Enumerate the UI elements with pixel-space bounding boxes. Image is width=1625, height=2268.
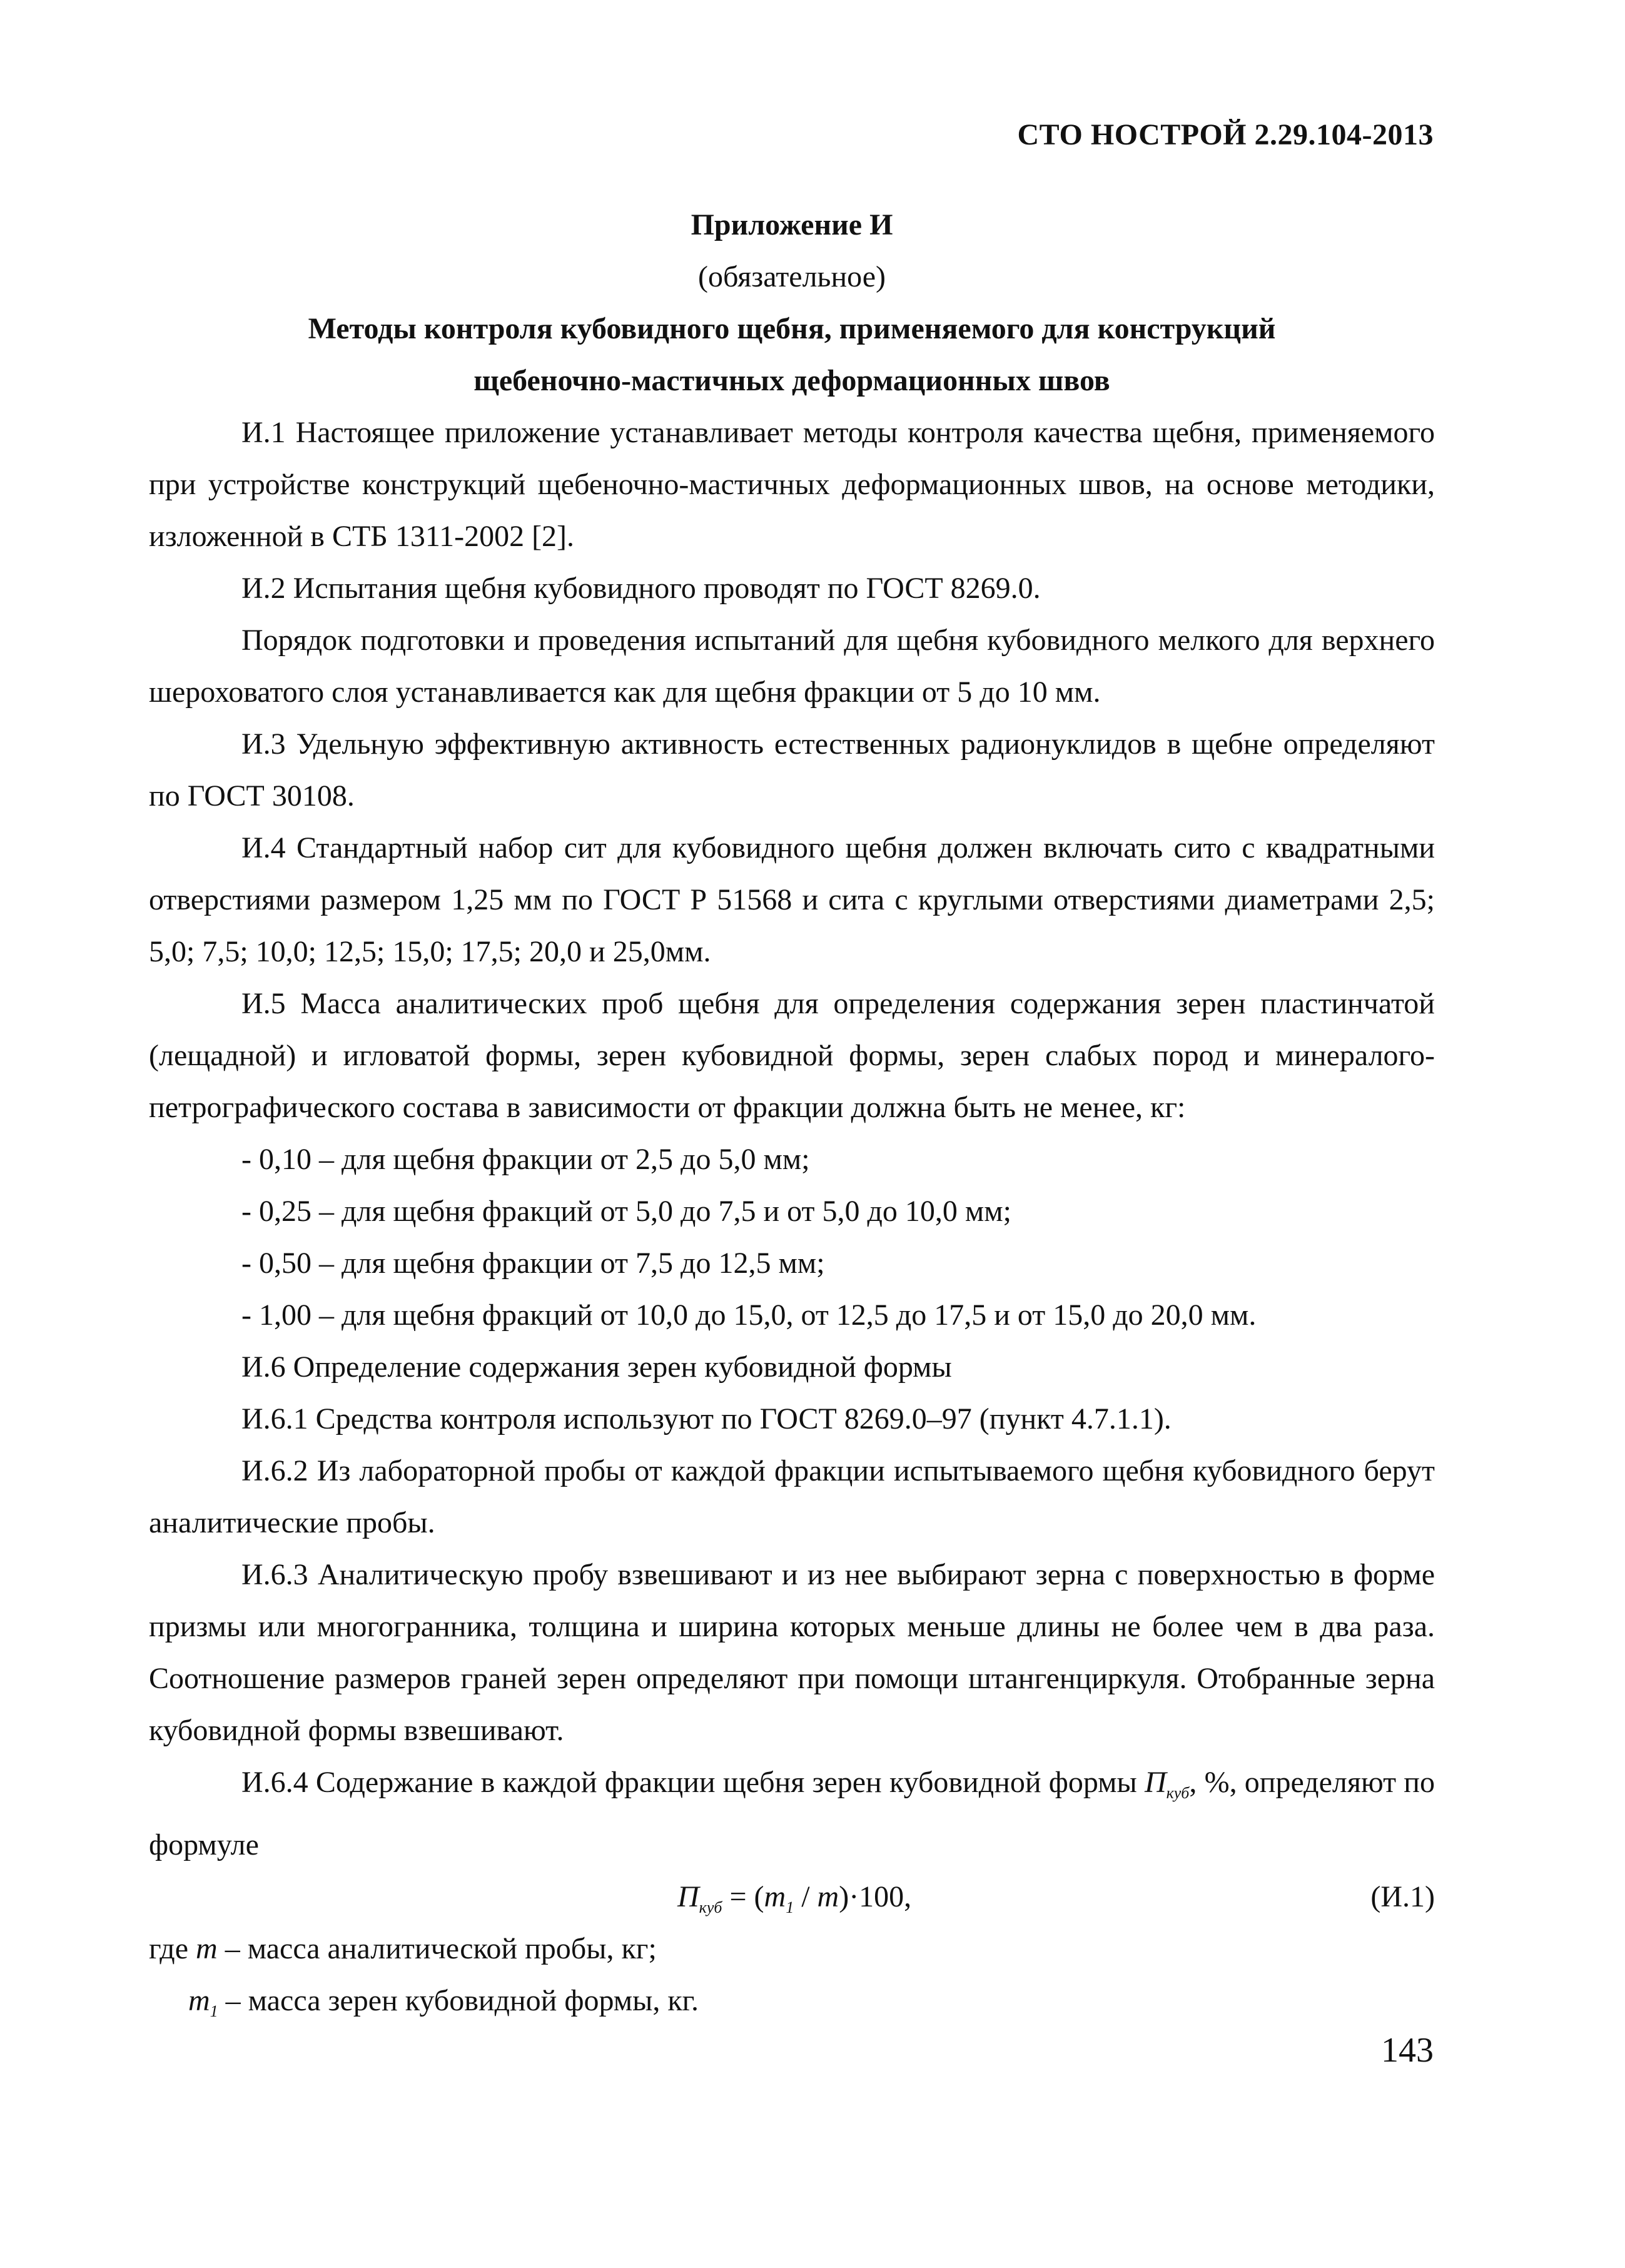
paragraph-i5: И.5 Масса аналитических проб щебня для определения содержания зерен пластинчатой (лещадной) и игловатой формы, зерен кубовидной формы, зерен слабых пород и минералого-петрографического состава в зависимости от фракции должна быть не менее, кг: [149,987,1435,1124]
formula-eq-open: = ( [722,1880,764,1913]
where-text-2: – масса зерен кубовидной формы, кг. [218,1984,699,2017]
list-item: - 1,00 – для щебня фракций от 10,0 до 15,0, от 12,5 до 17,5 и от 15,0 до 20,0 мм. [241,1299,1257,1332]
p11-symbol: П [1144,1766,1167,1799]
where-text-1: – масса аналитической пробы, кг; [217,1932,657,1965]
appendix-status: (обязательное) [698,260,886,293]
list-item: - 0,10 – для щебня фракции от 2,5 до 5,0 мм; [241,1143,810,1176]
where-var-m1: m [188,1984,210,2017]
paragraph-i4: И.4 Стандартный набор сит для кубовидного щебня должен включать сито с квадратными отверстиями размером 1,25 мм по ГОСТ Р 51568 и сита с круглыми отверстиями диаметрами 2,5; 5,0; 7,5; 10,0; 12,5; 15,0; 17,5; 20,0 и 25,0мм. [149,831,1435,968]
formula-row [149,1871,1435,1923]
appendix-title: Приложение И [691,208,893,241]
where-var-m: m [196,1932,218,1965]
formula-lhs: П [677,1880,699,1913]
where-line-2 [149,1975,1435,2037]
list-item: - 0,50 – для щебня фракции от 7,5 до 12,5 мм; [241,1247,825,1280]
where-prefix: где [149,1932,196,1965]
formula-rest: )·100, [839,1880,912,1913]
appendix-heading-line1: Методы контроля кубовидного щебня, применяемого для конструкций [308,312,1276,345]
paragraph-i1: И.1 Настоящее приложение устанавливает методы контроля качества щебня, применяемого при устройстве конструкций щебеночно-мастичных деформационных швов, на основе методики, изложенной в СТБ 1311-2002 [2]. [149,416,1435,553]
paragraph-i6-3: И.6.3 Аналитическую пробу взвешивают и из нее выбирают зерна с поверхностью в форме призмы или многогранника, толщина и ширина которых меньше длины не более чем в два раза. Соотношение размеров граней зерен определяют при помощи штангенциркуля. Отобранные зерна кубовидной формы взвешивают. [149,1558,1435,1747]
paragraph-i6-2: И.6.2 Из лабораторной пробы от каждой фракции испытываемого щебня кубовидного берут аналитические пробы. [149,1454,1435,1539]
paragraph-i2: И.2 Испытания щебня кубовидного проводят по ГОСТ 8269.0. [241,572,1041,605]
formula [677,1871,911,1933]
paragraph-i6-1: И.6.1 Средства контроля используют по ГОСТ 8269.0–97 (пункт 4.7.1.1). [241,1402,1172,1435]
page-number: 143 [1381,2031,1434,2070]
formula-number: (И.1) [1370,1880,1435,1913]
document-code-header: СТО НОСТРОЙ 2.29.104-2013 [1017,118,1434,151]
formula-slash: / [794,1880,818,1913]
appendix-heading-line2: щебеночно-мастичных деформационных швов [473,364,1110,397]
paragraph-preparation: Порядок подготовки и проведения испытаний для щебня кубовидного мелкого для верхнего шероховатого слоя устанавливается как для щебня фракции от 5 до 10 мм. [149,624,1435,709]
where-var-m1-subscript: 1 [210,2002,218,2020]
paragraph-i3: И.3 Удельную эффективную активность естественных радионуклидов в щебне определяют по ГОСТ 30108. [149,727,1435,813]
p11-before: И.6.4 Содержание в каждой фракции щебня зерен кубовидной формы [241,1766,1145,1799]
p11-subscript: куб [1166,1784,1190,1802]
p11-after: , %, определяют по формуле [149,1766,1435,1861]
paragraph-i6: И.6 Определение содержания зерен кубовидной формы [241,1350,952,1384]
formula-m: m [817,1880,839,1913]
formula-m1: m [764,1880,786,1913]
formula-m1-subscript: 1 [786,1898,794,1916]
paragraph-i6-4 [149,1756,1435,1871]
document-body [149,199,1435,2037]
formula-lhs-subscript: куб [699,1898,722,1916]
list-item: - 0,25 – для щебня фракций от 5,0 до 7,5 и от 5,0 до 10,0 мм; [241,1195,1011,1228]
